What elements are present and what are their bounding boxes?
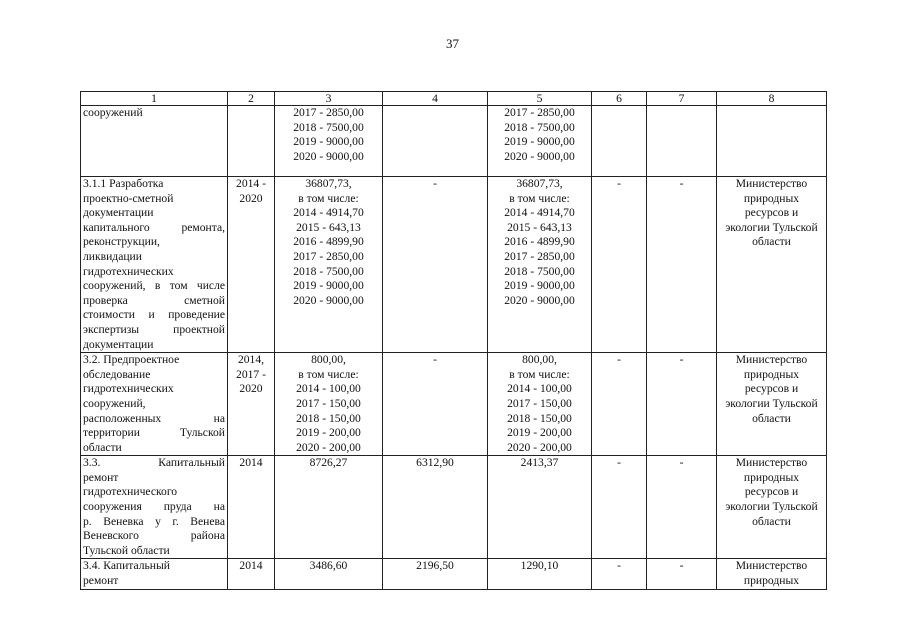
cell-line: 2020 - 9000,00 — [504, 293, 575, 307]
cell-line: сооружений, — [83, 396, 146, 410]
cell-line: экологии Тульской — [725, 396, 818, 410]
cell-line: ремонт — [83, 574, 119, 588]
cell-line: в том числе: — [509, 191, 570, 205]
cell-line: расположенных на — [83, 411, 225, 425]
cell-line: ресурсов и — [744, 485, 799, 499]
cell-line: 2017 - 2850,00 — [504, 106, 575, 119]
table-row — [81, 559, 827, 589]
cell-line: ресурсов и — [744, 206, 799, 220]
cell-period — [228, 353, 275, 456]
cell-line: 2017 - 2850,00 — [504, 249, 575, 263]
table-row — [81, 106, 827, 177]
header-cell: 2 — [228, 92, 275, 106]
cell-period — [228, 456, 275, 559]
cell-line: экологии Тульской — [725, 500, 818, 514]
cell-line: территории Тульской — [83, 426, 225, 440]
cell-period — [228, 559, 275, 589]
cell-measure-name — [81, 559, 228, 589]
cell-executor — [717, 106, 827, 177]
cell-line: Веневского района — [83, 529, 225, 543]
cell-line: Министерство — [735, 559, 808, 573]
cell-line: Министерство — [735, 353, 808, 367]
cell-line: сооружения пруда на — [83, 500, 225, 514]
cell-line: 2014 — [239, 559, 263, 573]
cell-line: 2014 - 4914,70 — [293, 206, 364, 220]
cell-line: 2018 - 7500,00 — [504, 264, 575, 278]
cell-line: 2016 - 4899,90 — [504, 235, 575, 249]
cell-line: гидротехнических — [83, 382, 174, 396]
cell-line: 2017 - — [236, 367, 266, 381]
cell-col4: - — [383, 177, 488, 353]
cell-line: 2015 - 643,13 — [296, 220, 361, 234]
cell-line: сооружений — [83, 106, 143, 119]
cell-measure-name — [81, 106, 228, 177]
cell-line: в том числе: — [509, 367, 570, 381]
cell-line: 2017 - 150,00 — [507, 396, 572, 410]
cell-line: ресурсов и — [744, 382, 799, 396]
cell-col5 — [488, 353, 592, 456]
cell-col6: - — [592, 456, 647, 559]
header-cell: 6 — [592, 92, 647, 106]
cell-line: гидротехнического — [83, 485, 178, 499]
cell-line: 2014 - — [236, 177, 266, 190]
cell-line: 2019 - 200,00 — [507, 426, 572, 440]
cell-col4: 2196,50 — [383, 559, 488, 589]
cell-line: 2017 - 2850,00 — [293, 249, 364, 263]
cell-line: природных — [743, 191, 800, 205]
cell-line: природных — [743, 367, 800, 381]
cell-line: 2018 - 7500,00 — [293, 264, 364, 278]
cell-line: ликвидации — [83, 249, 142, 263]
header-cell: 7 — [647, 92, 717, 106]
cell-line: обследование — [83, 367, 151, 381]
cell-line: документации — [83, 206, 154, 220]
cell-line: 800,00, — [522, 353, 557, 367]
cell-col7: - — [647, 456, 717, 559]
cell-total — [275, 177, 383, 353]
cell-line: 2015 - 643,13 — [507, 220, 572, 234]
cell-col6: - — [592, 353, 647, 456]
cell-line: 2014 - 100,00 — [296, 382, 361, 396]
cell-line: области — [752, 514, 791, 528]
cell-line: 36807,73, — [305, 177, 352, 190]
cell-line: 2014 - 100,00 — [507, 382, 572, 396]
cell-col4: - — [383, 353, 488, 456]
cell-line: 2017 - 2850,00 — [293, 106, 364, 119]
table-row — [81, 177, 827, 353]
cell-line: экологии Тульской — [725, 220, 818, 234]
cell-line: экспертизы проектной — [83, 322, 225, 336]
cell-line: 1290,10 — [520, 559, 559, 573]
cell-line: Тульской области — [83, 543, 170, 557]
cell-line: 2018 - 7500,00 — [504, 120, 575, 134]
cell-line: 3486,60 — [309, 559, 348, 573]
cell-col6: - — [592, 559, 647, 589]
cell-line: 2020 - 9000,00 — [504, 149, 575, 163]
cell-executor — [717, 353, 827, 456]
cell-line: 2016 - 4899,90 — [293, 235, 364, 249]
cell-line: сооружений, в том числе — [83, 279, 225, 293]
table-row — [81, 456, 827, 559]
cell-line: гидротехнических — [83, 264, 174, 278]
cell-col5 — [488, 559, 592, 589]
cell-col6 — [592, 106, 647, 177]
cell-line: в том числе: — [298, 191, 359, 205]
cell-col4 — [383, 106, 488, 177]
cell-col7: - — [647, 559, 717, 589]
page-number: 37 — [446, 36, 459, 51]
cell-total — [275, 106, 383, 177]
cell-line: 2413,37 — [520, 456, 559, 470]
cell-line: 800,00, — [311, 353, 346, 367]
cell-col7: - — [647, 353, 717, 456]
cell-line: 2020 — [239, 382, 263, 396]
cell-period — [228, 106, 275, 177]
header-cell: 5 — [488, 92, 592, 106]
cell-line: в том числе: — [298, 367, 359, 381]
cell-line: документации — [83, 337, 154, 351]
cell-measure-name — [81, 456, 228, 559]
cell-line: 3.3. Капитальный — [83, 456, 225, 470]
cell-line: области — [752, 411, 791, 425]
cell-executor — [717, 559, 827, 589]
cell-col5 — [488, 177, 592, 353]
cell-total — [275, 353, 383, 456]
cell-line: 2020 - 9000,00 — [293, 149, 364, 163]
cell-line: области — [752, 235, 791, 249]
cell-line: проектно-сметной — [83, 191, 174, 205]
cell-line: природных — [743, 574, 800, 588]
cell-line: 2020 - 9000,00 — [293, 293, 364, 307]
cell-line: ремонт — [83, 470, 119, 484]
cell-executor — [717, 177, 827, 353]
cell-line: 2018 - 150,00 — [507, 411, 572, 425]
cell-line: 2014 — [239, 456, 263, 470]
cell-line: 2019 - 9000,00 — [504, 135, 575, 149]
cell-line: р. Веневка у г. Венева — [83, 514, 225, 528]
program-table — [80, 91, 827, 590]
cell-line: 3.4. Капитальный — [83, 559, 170, 573]
cell-line: 2018 - 7500,00 — [293, 120, 364, 134]
cell-line: 8726,27 — [309, 456, 348, 470]
header-cell: 3 — [275, 92, 383, 106]
cell-line: 2017 - 150,00 — [296, 396, 361, 410]
header-row — [81, 92, 827, 106]
cell-line: 3.2. Предпроектное — [83, 353, 180, 367]
cell-line: 2020 — [239, 191, 263, 205]
cell-measure-name — [81, 353, 228, 456]
cell-line: Министерство — [735, 456, 808, 470]
cell-col7: - — [647, 177, 717, 353]
cell-line: 3.1.1 Разработка — [83, 177, 164, 190]
cell-col7 — [647, 106, 717, 177]
cell-col5 — [488, 456, 592, 559]
cell-line: 2019 - 9000,00 — [293, 279, 364, 293]
cell-executor — [717, 456, 827, 559]
cell-col5 — [488, 106, 592, 177]
cell-line: 2019 - 200,00 — [296, 426, 361, 440]
cell-line: капитального ремонта, — [83, 220, 225, 234]
cell-line: проверка сметной — [83, 293, 225, 307]
cell-line: Министерство — [735, 177, 808, 190]
cell-col6: - — [592, 177, 647, 353]
cell-line: 36807,73, — [516, 177, 563, 190]
cell-line: 2014, — [237, 353, 265, 367]
cell-line: природных — [743, 470, 800, 484]
cell-measure-name — [81, 177, 228, 353]
cell-line: стоимости и проведение — [83, 308, 225, 322]
cell-col4: 6312,90 — [383, 456, 488, 559]
cell-line: 2019 - 9000,00 — [504, 279, 575, 293]
cell-line: области — [83, 440, 122, 454]
cell-line: 2020 - 200,00 — [296, 440, 361, 454]
cell-total — [275, 559, 383, 589]
header-cell: 8 — [717, 92, 827, 106]
cell-line: 2014 - 4914,70 — [504, 206, 575, 220]
cell-line: реконструкции, — [83, 235, 160, 249]
header-cell: 1 — [81, 92, 228, 106]
cell-line: 2018 - 150,00 — [296, 411, 361, 425]
cell-total — [275, 456, 383, 559]
table-row — [81, 353, 827, 456]
cell-line: 2020 - 200,00 — [507, 440, 572, 454]
header-cell: 4 — [383, 92, 488, 106]
cell-line: 2019 - 9000,00 — [293, 135, 364, 149]
cell-period — [228, 177, 275, 353]
